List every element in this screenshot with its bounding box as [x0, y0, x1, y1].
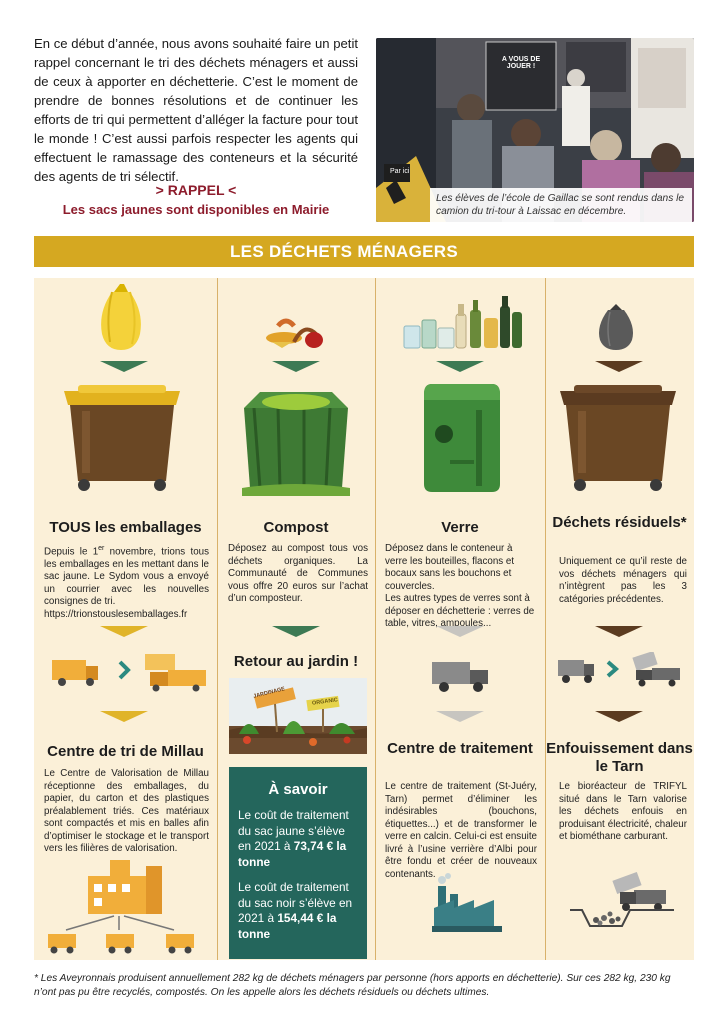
- garden-sign-2: ORGANIC: [311, 697, 339, 707]
- col2-text: Déposez au compost tous vos déchets organiques. La Communauté de Communes vous offre 20 euros sur l’achat d’un composteur.: [228, 543, 368, 604]
- photo-sign-text: Par ici: [390, 168, 410, 175]
- residual-truck-icon: [556, 652, 684, 688]
- col4-text: Uniquement ce qu’il reste de vos déchets ménagers qui n’intègrent pas les 3 catégories précédentes.: [559, 556, 687, 605]
- brown-lid-bin-icon: [554, 381, 682, 493]
- yellow-arrow-icon: [100, 711, 148, 722]
- savoir-black-cost: Le coût de traitement du sac noir s’élève en 2021 à 154,44 € la tonne: [238, 880, 353, 941]
- savoir-yellow-cost: Le coût de traitement du sac jaune s’élève en 2021 à 73,74 € la tonne: [238, 808, 349, 869]
- factory-icon: [432, 872, 504, 936]
- brown-arrow-icon: [595, 361, 643, 372]
- green-arrow-icon: [272, 626, 320, 637]
- column-divider: [217, 278, 218, 960]
- grey-arrow-icon: [436, 711, 484, 722]
- brown-arrow-icon: [595, 626, 643, 637]
- col2-title: Compost: [263, 519, 329, 536]
- col4-dest-text: Le bioréacteur de TRIFYL situé dans le Tarn valorise les déchets enfouis en produisant électricité, chaleur et biométhane carburant.: [559, 781, 687, 842]
- col4-dest-title: Enfouissement dans le Tarn: [546, 740, 693, 775]
- rappel-title: > RAPPEL <: [155, 182, 237, 198]
- glass-truck-icon: [430, 656, 492, 694]
- sorting-center-icon: [44, 856, 210, 956]
- green-arrow-icon: [272, 361, 320, 372]
- col1-dest-text: Le Centre de Valorisation de Millau réceptionne des emballages, du papier, du carton et des plastiques préalablement triés. Ces matériaux sont compactés et mis en balles afin d’optimiser le stockage et le transport vers les filières de valorisation.: [44, 768, 209, 854]
- footnote: * Les Aveyronnais produisent annuellement 282 kg de déchets ménagers par personne (hors apports en déchetterie). Sur ces 282 kg, 230 kg n’ont pas pu être recyclés, compostés. On les appelle alors les déchets résiduels ou déchets ultimes.: [34, 973, 671, 998]
- col3-dest-text: Le centre de traitement (St-Juéry, Tarn) permet d’éliminer les indésirables (bouchons, étiquettes...) et de transformer le verre en calcin. Celui-ci est ensuite livré à l’usine verrière d’Albi pour être fondu et créer de nouveaux contenants.: [385, 781, 537, 880]
- section-banner: LES DÉCHETS MÉNAGERS: [34, 236, 694, 267]
- green-arrow-icon: [100, 361, 148, 372]
- yellow-lid-bin-icon: [58, 381, 186, 493]
- yellow-bag-icon: [94, 282, 148, 352]
- glass-bottles-icon: [400, 296, 524, 352]
- col3-text: Déposez dans le conteneur à verre les bouteilles, flacons et bocaux sans les bouchons et couvercles. Les autres types de verres sont à déposer en déchetterie : verres de table, vitres, ampoules...: [385, 543, 535, 629]
- yellow-arrow-icon: [100, 626, 148, 637]
- rappel-text: Les sacs jaunes sont disponibles en Mairie: [62, 202, 330, 217]
- landfill-icon: [566, 870, 678, 934]
- collection-truck-icon: [50, 650, 210, 692]
- col1-dest-title: Centre de tri de Millau: [47, 743, 204, 760]
- intro-paragraph: En ce début d’année, nous avons souhaité faire un petit rappel concernant le tri des déchets ménagers et aussi de ceux à apporter en déchetterie. C’est le moment de prendre de bonnes résolutions et de continuer les efforts de tri qui permettent d’alléger la facture pour tout le monde ! C’est aussi parfois respecter les agents qui effectuent le ramassage des conteneurs et la sécurité des agents de tri sélectif.: [34, 36, 358, 184]
- savoir-title: À savoir: [268, 781, 328, 798]
- col3-title: Verre: [441, 519, 479, 536]
- green-arrow-icon: [436, 361, 484, 372]
- grey-arrow-icon: [436, 626, 484, 637]
- food-scraps-icon: [264, 312, 328, 354]
- column-divider: [545, 278, 546, 960]
- photo-panel-text: A VOUS DE JOUER !: [501, 56, 541, 70]
- photo-caption: Les élèves de l’école de Gaillac se sont rendus dans le camion du tri-tour à Laissac en décembre.: [430, 188, 692, 222]
- col2-dest-title: Retour au jardin !: [233, 653, 359, 670]
- compost-bin-icon: [236, 388, 356, 498]
- black-bag-icon: [596, 304, 636, 350]
- website-link[interactable]: https://trionstouslesemballages.fr: [44, 608, 188, 620]
- col1-title: TOUS les emballages: [49, 519, 202, 536]
- col1-text: Depuis le 1er novembre, trions tous les emballages en les mettant dans le sac jaune. Le Sydom vous a envoyé un courrier avec les nouvelles consignes de tri. https://trionstouslesemballages.fr: [44, 545, 209, 620]
- col4-title: Déchets résiduels*: [552, 514, 687, 531]
- brown-arrow-icon: [595, 711, 643, 722]
- column-divider: [375, 278, 376, 960]
- savoir-box: [229, 767, 367, 959]
- garden-sign-1: JARDINAGE: [252, 686, 286, 700]
- garden-image: [229, 678, 367, 754]
- col3-dest-title: Centre de traitement: [387, 740, 533, 757]
- glass-container-icon: [420, 380, 504, 496]
